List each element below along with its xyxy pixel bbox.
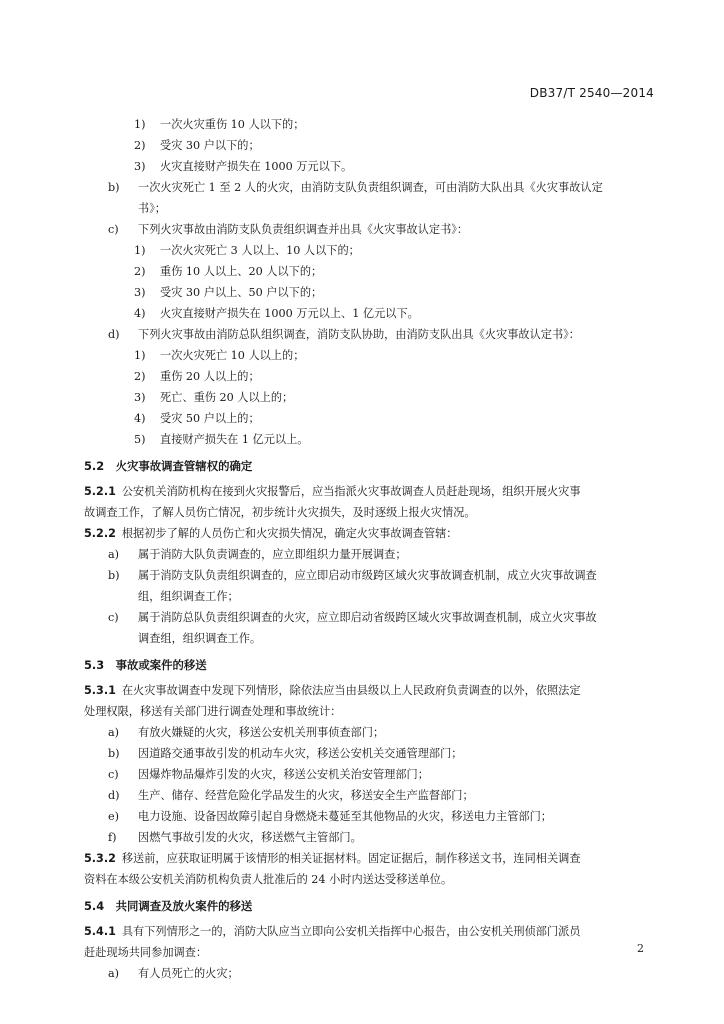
page-number: 2 bbox=[637, 942, 644, 955]
list-item: 2) 重伤 10 人以上、20 人以下的； bbox=[134, 265, 323, 278]
section-heading-5-2: 5.2 火灾事故调查管辖权的确定 bbox=[84, 459, 253, 473]
list-item: 3) 火灾直接财产损失在 1000 万元以下。 bbox=[134, 160, 353, 173]
list-item: 4) 受灾 50 户以上的； bbox=[134, 412, 260, 425]
list-item-a: a) 属于消防大队负责调查的，应立即组织力量开展调查； bbox=[108, 548, 407, 561]
list-item-a: a) 有人员死亡的火灾； bbox=[108, 967, 239, 980]
list-item: 2) 重伤 20 人以上的； bbox=[134, 370, 260, 383]
list-item: b) 因道路交通事故引发的机动车火灾，移送公安机关交通管理部门； bbox=[108, 747, 463, 760]
clause-5-2-1: 5.2.1 公安机关消防机构在接到火灾报警后，应当指派火灾事故调查人员赶赴现场，组织开展火灾事 bbox=[84, 485, 581, 498]
list-item: 2) 受灾 30 户以下的； bbox=[134, 139, 260, 152]
list-item: 3) 死亡、重伤 20 人以上的； bbox=[134, 391, 294, 404]
list-item-b-continuation: 书》； bbox=[138, 202, 166, 215]
list-item: 1) 一次火灾死亡 10 人以上的； bbox=[134, 349, 305, 362]
document-body bbox=[84, 114, 664, 984]
clause-5-4-1: 5.4.1 具有下列情形之一的，消防大队应当立即向公安机关指挥中心报告，由公安机关刑侦部门派员 bbox=[84, 925, 581, 938]
list-item-b-continuation: 组，组织调查工作； bbox=[138, 590, 239, 603]
clause-5-2-2: 5.2.2 根据初步了解的人员伤亡和火灾损失情况，确定火灾事故调查管辖： bbox=[84, 527, 458, 540]
list-item-c: c) 属于消防总队负责组织调查的火灾，应立即启动省级跨区域火灾事故调查机制，成立火灾事故 bbox=[108, 611, 597, 624]
section-heading-5-3: 5.3 事故或案件的移送 bbox=[84, 658, 207, 672]
clause-5-2-1-continuation: 故调查工作，了解人员伤亡情况，初步统计火灾损失，及时逐级上报火灾情况。 bbox=[84, 506, 476, 519]
list-item: a) 有放火嫌疑的火灾，移送公安机关刑事侦查部门； bbox=[108, 726, 385, 739]
clause-5-3-2-continuation: 资料在本级公安机关消防机构负责人批准后的 24 小时内送达受移送单位。 bbox=[84, 873, 453, 886]
section-heading-5-4: 5.4 共同调查及放火案件的移送 bbox=[84, 899, 253, 913]
list-item: c) 因爆炸物品爆炸引发的火灾，移送公安机关治安管理部门； bbox=[108, 768, 429, 781]
clause-5-4-1-continuation: 赶赴现场共同参加调查： bbox=[84, 946, 208, 959]
list-item: f) 因燃气事故引发的火灾，移送燃气主管部门。 bbox=[108, 831, 362, 844]
list-item: e) 电力设施、设备因故障引起自身燃烧未蔓延至其他物品的火灾，移送电力主管部门； bbox=[108, 810, 552, 823]
list-item-d: d) 下列火灾事故由消防总队组织调查，消防支队协助，由消防支队出具《火灾事故认定书》： bbox=[108, 328, 580, 341]
clause-5-3-2: 5.3.2 移送前，应获取证明属于该情形的相关证据材料。固定证据后，制作移送文书，连同相关调查 bbox=[84, 852, 581, 865]
list-item: 1) 一次火灾重伤 10 人以下的； bbox=[134, 118, 305, 131]
list-item-b: b) 属于消防支队负责组织调查的，应立即启动市级跨区域火灾事故调查机制，成立火灾事故调查 bbox=[108, 569, 597, 582]
list-item: 4) 火灾直接财产损失在 1000 万元以上、1 亿元以下。 bbox=[134, 307, 419, 320]
clause-5-3-1-continuation: 处理权限，移送有关部门进行调查处理和事故统计： bbox=[84, 705, 342, 718]
list-item-b: b) 一次火灾死亡 1 至 2 人的火灾，由消防支队负责组织调查，可由消防大队出具《火灾事故认定 bbox=[108, 181, 603, 194]
list-item-c: c) 下列火灾事故由消防支队负责组织调查并出具《火灾事故认定书》： bbox=[108, 223, 469, 236]
list-item: 3) 受灾 30 户以上、50 户以下的； bbox=[134, 286, 323, 299]
list-item: d) 生产、储存、经营危险化学品发生的火灾，移送安全生产监督部门； bbox=[108, 789, 474, 802]
standard-code: DB37/T 2540—2014 bbox=[529, 86, 654, 100]
list-item: 1) 一次火灾死亡 3 人以上、10 人以下的； bbox=[134, 244, 360, 257]
list-item-c-continuation: 调查组，组织调查工作。 bbox=[138, 632, 262, 645]
clause-5-3-1: 5.3.1 在火灾事故调查中发现下列情形，除依法应当由县级以上人民政府负责调查的以外，依照法定 bbox=[84, 684, 581, 697]
list-item: 5) 直接财产损失在 1 亿元以上。 bbox=[134, 433, 309, 446]
